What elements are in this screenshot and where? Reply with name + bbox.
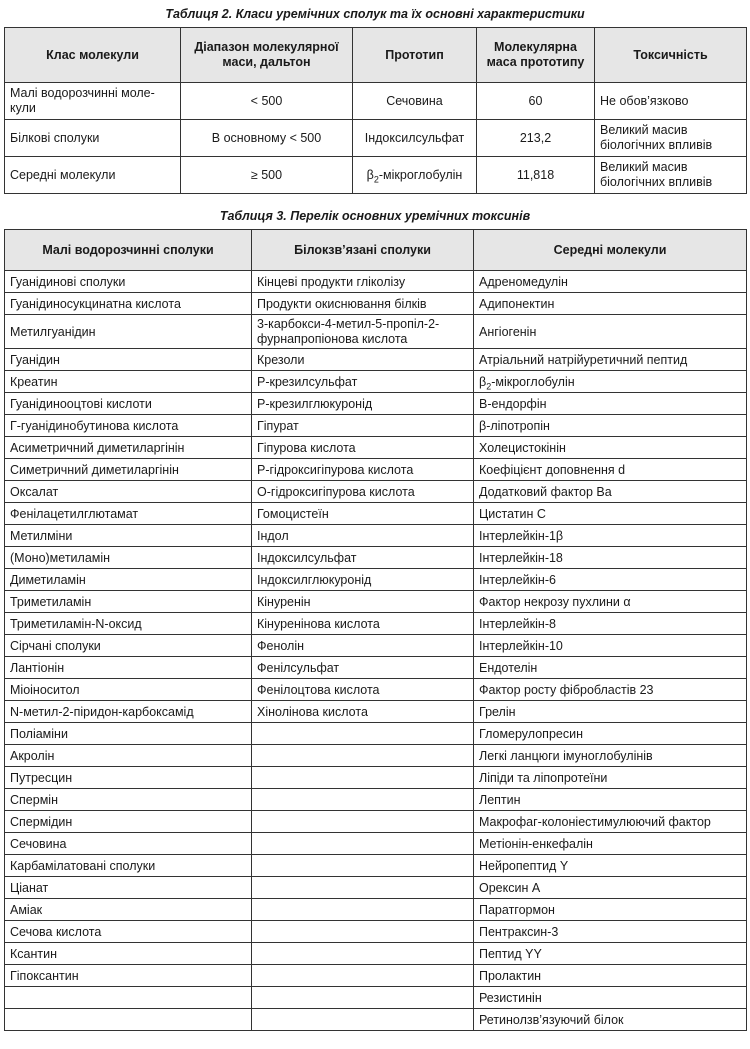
table2-header: Токсичність	[595, 28, 747, 83]
table3-cell: Сечовина	[5, 833, 252, 855]
table3-row	[5, 987, 747, 1009]
table2-row	[5, 83, 747, 120]
table3-cell: N-метил-2-піридон-карбоксамід	[5, 701, 252, 723]
table3-cell	[252, 965, 474, 987]
table3-row	[5, 591, 747, 613]
table3-cell: Спермін	[5, 789, 252, 811]
table3-cell: Гуанідин	[5, 349, 252, 371]
table3-cell: Гломерулопресин	[474, 723, 747, 745]
table3-cell	[252, 833, 474, 855]
table3-cell: В-ендорфін	[474, 393, 747, 415]
table3-cell: Адипонектин	[474, 293, 747, 315]
table3-cell: Кінуренін	[252, 591, 474, 613]
table3-cell: Атріальний натрійуретичний пептид	[474, 349, 747, 371]
table3-row	[5, 965, 747, 987]
table3-row	[5, 613, 747, 635]
table3-cell: Хінолінова кислота	[252, 701, 474, 723]
table2-cell: Малі водорозчинні моле-кули	[5, 83, 181, 120]
table3-cell: Грелін	[474, 701, 747, 723]
table2-header-row	[5, 28, 747, 83]
table3-header: Середні молекули	[474, 230, 747, 271]
table3-cell	[252, 767, 474, 789]
table3-cell: Орексин А	[474, 877, 747, 899]
table3-cell: β-ліпотропін	[474, 415, 747, 437]
table3-cell: Спермідин	[5, 811, 252, 833]
table3-cell: Сечова кислота	[5, 921, 252, 943]
table3-cell: Метилміни	[5, 525, 252, 547]
table3-header: Малі водорозчинні сполуки	[5, 230, 252, 271]
table2-row	[5, 120, 747, 157]
table3-cell: Путресцин	[5, 767, 252, 789]
table3-header-row	[5, 230, 747, 271]
uremic-classes-table	[4, 27, 747, 194]
table2-cell: Сечовина	[353, 83, 477, 120]
table3-cell: Продукти окиснювання білків	[252, 293, 474, 315]
table2-cell: Середні молекули	[5, 157, 181, 194]
table3-row	[5, 459, 747, 481]
table3-cell: Гуанідинові сполуки	[5, 271, 252, 293]
table3-cell: Метилгуанідин	[5, 315, 252, 349]
table2-row	[5, 157, 747, 194]
table3-cell: Сірчані сполуки	[5, 635, 252, 657]
table3-caption: Таблиця 3. Перелік основних уремічних токсинів	[219, 209, 531, 223]
table3-cell: Крезоли	[252, 349, 474, 371]
table3-row	[5, 921, 747, 943]
table3-cell: Індоксилсульфат	[252, 547, 474, 569]
table3-cell: 3-карбокси-4-метил-5-пропіл-2-фурнапропіонова кислота	[252, 315, 474, 349]
table2-cell: 213,2	[477, 120, 595, 157]
table3-row	[5, 569, 747, 591]
table3-row	[5, 811, 747, 833]
table3-row	[5, 789, 747, 811]
table3-cell: Кінуренінова кислота	[252, 613, 474, 635]
table3-cell	[252, 811, 474, 833]
table3-cell: Р-крезилглюкуронід	[252, 393, 474, 415]
table2-cell: Не обов’язково	[595, 83, 747, 120]
table3-cell	[252, 789, 474, 811]
table2-cell: $\beta_2$-мікроглобулін	[353, 157, 477, 194]
table2-cell: Білкові сполуки	[5, 120, 181, 157]
table3-cell: Триметиламін	[5, 591, 252, 613]
table3-row	[5, 481, 747, 503]
table3-row	[5, 899, 747, 921]
table3-cell: Інтерлейкін-8	[474, 613, 747, 635]
table3-cell: Інтерлейкін-18	[474, 547, 747, 569]
table3-row	[5, 833, 747, 855]
table3-cell: Інтерлейкін-1β	[474, 525, 747, 547]
table3-cell: Коефіцієнт доповнення d	[474, 459, 747, 481]
table3-row	[5, 855, 747, 877]
table3-row	[5, 745, 747, 767]
table3-row	[5, 525, 747, 547]
table3-cell: Р-крезилсульфат	[252, 371, 474, 393]
table3-cell: Пролактин	[474, 965, 747, 987]
table3-header: Білокзв’язані сполуки	[252, 230, 474, 271]
table3-cell: Ретинолзв’язуючий білок	[474, 1009, 747, 1031]
table3-cell: Холецистокінін	[474, 437, 747, 459]
table3-cell: Міоіноситол	[5, 679, 252, 701]
table3-cell	[252, 745, 474, 767]
table3-cell: Карбамілатовані сполуки	[5, 855, 252, 877]
table3-row	[5, 349, 747, 371]
table3-cell: Акролін	[5, 745, 252, 767]
table3-cell: Індол	[252, 525, 474, 547]
table3-cell: Індоксилглюкуронід	[252, 569, 474, 591]
table3-cell	[252, 943, 474, 965]
table3-row	[5, 437, 747, 459]
table3-cell	[252, 899, 474, 921]
table2-header: Молекулярна маса прототипу	[477, 28, 595, 83]
table3-cell: Гуанідинооцтові кислоти	[5, 393, 252, 415]
table3-cell: Ксантин	[5, 943, 252, 965]
table2-cell: Великий масив біологічних впливів	[595, 157, 747, 194]
table3-cell: Макрофаг-колоніестимулюючий фактор	[474, 811, 747, 833]
table3-cell: Поліаміни	[5, 723, 252, 745]
table3-cell	[252, 855, 474, 877]
table3-cell	[252, 1009, 474, 1031]
table2-header: Клас молекули	[5, 28, 181, 83]
table2-cell: Індоксилсульфат	[353, 120, 477, 157]
table3-cell: Кінцеві продукти гліколізу	[252, 271, 474, 293]
table3-row	[5, 393, 747, 415]
table3-cell: Асиметричний диметиларгінін	[5, 437, 252, 459]
table3-cell: О-гідроксигіпурова кислота	[252, 481, 474, 503]
table3-cell: Додатковий фактор Ва	[474, 481, 747, 503]
table2-cell: В основному < 500	[181, 120, 353, 157]
table2-cell: ≥ 500	[181, 157, 353, 194]
table3-row	[5, 635, 747, 657]
table2-header: Прототип	[353, 28, 477, 83]
table3-cell: Метіонін-енкефалін	[474, 833, 747, 855]
table3-cell: Креатин	[5, 371, 252, 393]
uremic-toxins-table	[4, 229, 747, 1031]
table2-header: Діапазон молекулярної маси, дальтон	[181, 28, 353, 83]
table3-cell: Легкі ланцюги імуноглобулінів	[474, 745, 747, 767]
table3-cell: Інтерлейкін-10	[474, 635, 747, 657]
table3-cell	[5, 987, 252, 1009]
table3-row	[5, 877, 747, 899]
table3-row	[5, 657, 747, 679]
table3-cell: Аміак	[5, 899, 252, 921]
table3-cell: Фенілацетилглютамат	[5, 503, 252, 525]
table3-cell: $\beta_2$-мікроглобулін	[474, 371, 747, 393]
table3-cell: Лептин	[474, 789, 747, 811]
table3-row	[5, 271, 747, 293]
table3-row	[5, 943, 747, 965]
table3-cell: Гомоцистеїн	[252, 503, 474, 525]
table3-cell	[252, 877, 474, 899]
table3-cell: Ліпіди та ліпопротеїни	[474, 767, 747, 789]
table3-row	[5, 371, 747, 393]
table3-cell: Оксалат	[5, 481, 252, 503]
table3-cell: (Моно)метиламін	[5, 547, 252, 569]
table3-row	[5, 293, 747, 315]
table3-row	[5, 723, 747, 745]
table3-cell: Гіпурат	[252, 415, 474, 437]
table3-cell: Фактор росту фібробластів 23	[474, 679, 747, 701]
table3-cell	[252, 921, 474, 943]
table3-cell: Пептид YY	[474, 943, 747, 965]
table3-cell: Адреномедулін	[474, 271, 747, 293]
table3-row	[5, 315, 747, 349]
table3-cell: Симетричний диметиларгінін	[5, 459, 252, 481]
table3-cell: Лантіонін	[5, 657, 252, 679]
table3-cell: Фенолін	[252, 635, 474, 657]
table3-cell: Триметиламін-N-оксид	[5, 613, 252, 635]
table3-cell: Гуанідиносукцинатна кислота	[5, 293, 252, 315]
table3-cell: Ціанат	[5, 877, 252, 899]
table3-cell: Нейропептид Y	[474, 855, 747, 877]
table2-cell: 11,818	[477, 157, 595, 194]
table3-cell: Р-гідроксигіпурова кислота	[252, 459, 474, 481]
table3-cell: Фактор некрозу пухлини α	[474, 591, 747, 613]
table3-cell: Ангіогенін	[474, 315, 747, 349]
table3-row	[5, 503, 747, 525]
table3-row	[5, 415, 747, 437]
table2-cell: 60	[477, 83, 595, 120]
table3-cell	[252, 987, 474, 1009]
table3-cell: Пентраксин-3	[474, 921, 747, 943]
table3-cell: Резистинін	[474, 987, 747, 1009]
table3-row	[5, 1009, 747, 1031]
table2-cell: Великий масив біологічних впливів	[595, 120, 747, 157]
table3-cell	[5, 1009, 252, 1031]
table3-row	[5, 767, 747, 789]
table3-row	[5, 547, 747, 569]
table3-cell	[252, 723, 474, 745]
table3-cell: Цистатин С	[474, 503, 747, 525]
table2-cell: < 500	[181, 83, 353, 120]
table3-cell: Диметиламін	[5, 569, 252, 591]
table3-cell: Інтерлейкін-6	[474, 569, 747, 591]
table3-row	[5, 701, 747, 723]
table3-cell: Паратгормон	[474, 899, 747, 921]
table2-caption: Таблиця 2. Класи уремічних сполук та їх основні характеристики	[165, 7, 585, 21]
table3-cell: Ендотелін	[474, 657, 747, 679]
table3-cell: Гіпурова кислота	[252, 437, 474, 459]
table3-cell: Гіпоксантин	[5, 965, 252, 987]
table3-cell: Г-гуанідинобутинова кислота	[5, 415, 252, 437]
table3-cell: Фенілоцтова кислота	[252, 679, 474, 701]
table3-row	[5, 679, 747, 701]
table3-cell: Фенілсульфат	[252, 657, 474, 679]
